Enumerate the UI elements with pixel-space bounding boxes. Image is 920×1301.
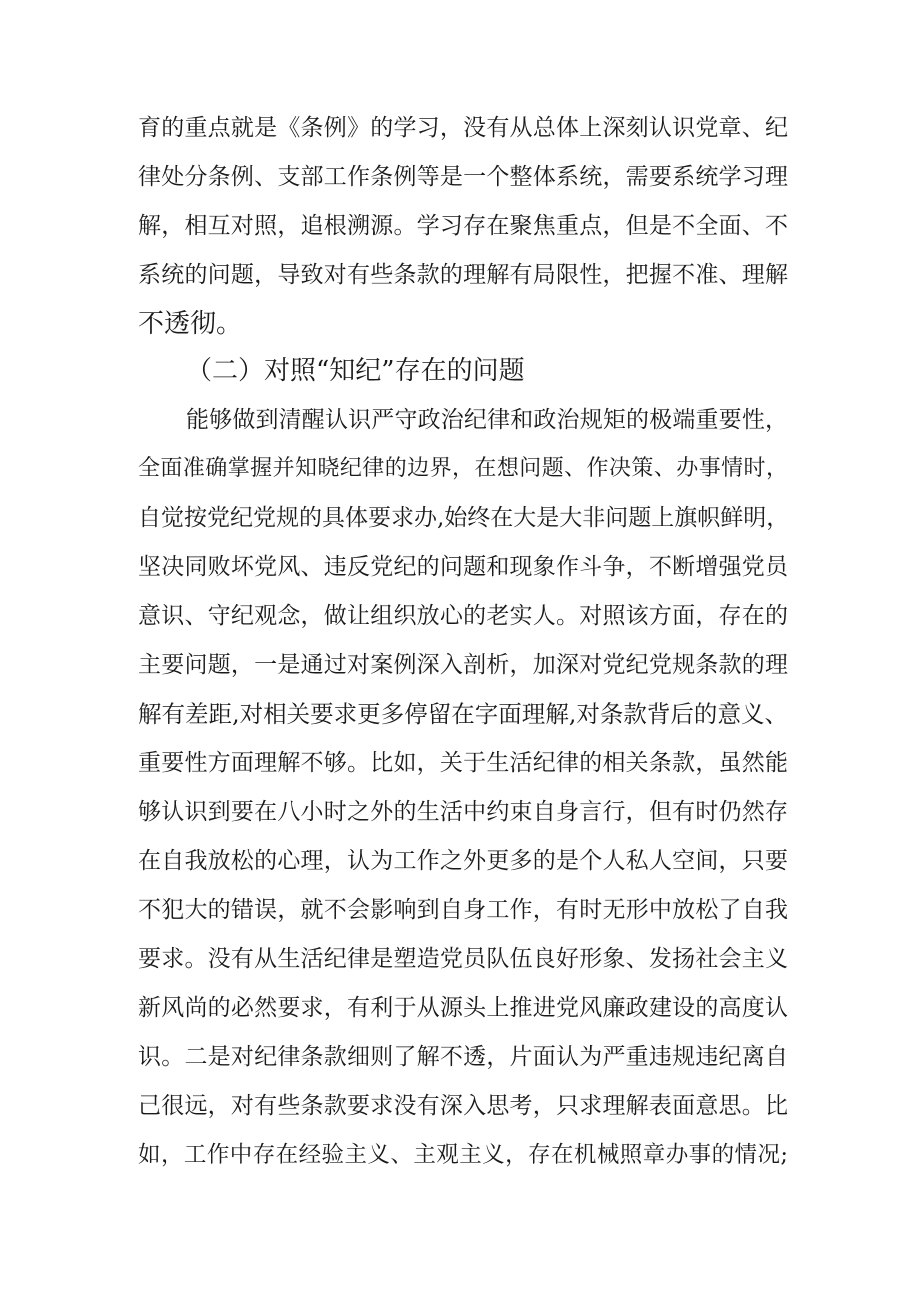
paragraph-1-line-2: 律处分条例、支部工作条例等是一个整体系统，需要系统学习理 [138, 164, 788, 190]
paragraph-2-line-6: 主要问题，一是通过对案例深入剖析，加深对党纪党规条款的理 [138, 652, 788, 678]
paragraph-2-line-13: 新风尚的必然要求，有利于从源头上推进党风廉政建设的高度认 [138, 995, 788, 1021]
paragraph-2-line-15: 己很远，对有些条款要求没有深入思考，只求理解表面意思。比 [138, 1093, 788, 1119]
paragraph-2-line-8: 重要性方面理解不够。比如，关于生活纪律的相关条款，虽然能 [138, 750, 788, 776]
paragraph-2-line-11: 不犯大的错误，就不会影响到自身工作，有时无形中放松了自我 [138, 897, 788, 923]
paragraph-2-line-1: 能够做到清醒认识严守政治纪律和政治规矩的极端重要性， [186, 407, 788, 433]
paragraph-2-line-10: 在自我放松的心理，认为工作之外更多的是个人私人空间，只要 [138, 848, 788, 874]
paragraph-2-line-14: 识。二是对纪律条款细则了解不透，片面认为严重违规违纪离自 [138, 1044, 788, 1070]
paragraph-2-line-9: 够认识到要在八小时之外的生活中约束自身言行，但有时仍然存 [138, 799, 788, 825]
paragraph-2-line-12: 要求。没有从生活纪律是塑造党员队伍良好形象、发扬社会主义 [138, 946, 788, 972]
paragraph-1-line-1: 育的重点就是《条例》的学习，没有从总体上深刻认识党章、纪 [138, 115, 788, 141]
paragraph-1-line-3: 解，相互对照，追根溯源。学习存在聚焦重点，但是不全面、不 [138, 213, 788, 239]
paragraph-2-line-4: 坚决同败坏党风、违反党纪的问题和现象作斗争，不断增强党员 [138, 554, 788, 580]
paragraph-2-line-7: 解有差距,对相关要求更多停留在字面理解,对条款背后的意义、 [138, 700, 788, 728]
paragraph-2-line-3: 自觉按党纪党规的具体要求办,始终在大是大非问题上旗帜鲜明， [138, 505, 790, 531]
section-heading: （二）对照“知纪”存在的问题 [186, 356, 525, 386]
paragraph-1-line-4: 系统的问题，导致对有些条款的理解有局限性，把握不准、理解 [138, 262, 788, 288]
paragraph-2-line-5: 意识、守纪观念，做让组织放心的老实人。对照该方面，存在的 [138, 603, 788, 629]
paragraph-1-line-5: 不透彻。 [138, 309, 243, 339]
paragraph-2-line-16: 如，工作中存在经验主义、主观主义，存在机械照章办事的情况; [138, 1142, 788, 1168]
paragraph-2-line-2: 全面准确掌握并知晓纪律的边界，在想问题、作决策、办事情时， [138, 456, 788, 481]
